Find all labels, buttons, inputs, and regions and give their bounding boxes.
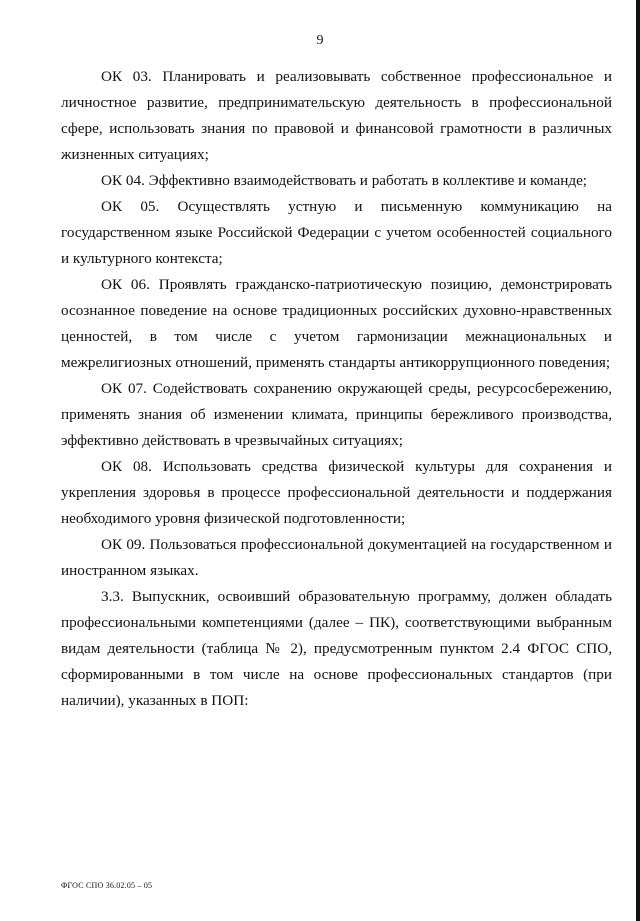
paragraph-ok03: ОК 03. Планировать и реализовывать собственное профессиональное и личностное развитие, предпринимательскую деятельность в профессиональной сфере, использовать знания по правовой и финансовой грамотности в различных жизненных ситуациях; <box>61 68 612 163</box>
paragraph-ok08: ОК 08. Использовать средства физической культуры для сохранения и укрепления здоровья в процессе профессиональной деятельности и поддержания необходимого уровня физической подготовленности; <box>61 458 612 527</box>
paragraph-ok09: ОК 09. Пользоваться профессиональной документацией на государственном и иностранном языках. <box>61 536 612 579</box>
paragraph-ok05: ОК 05. Осуществлять устную и письменную коммуникацию на государственном языке Российской Федерации с учетом особенностей социального и культурного контекста; <box>61 198 612 267</box>
page-number: 9 <box>316 33 324 48</box>
paragraph-ok04: ОК 04. Эффективно взаимодействовать и работать в коллективе и команде; <box>101 172 588 189</box>
page-body <box>61 64 612 714</box>
paragraph-ok07: ОК 07. Содействовать сохранению окружающей среды, ресурсосбережению, применять знания об изменении климата, принципы бережливого производства, эффективно действовать в чрезвычайных ситуациях; <box>61 380 612 449</box>
paragraph-3-3: 3.3. Выпускник, освоивший образовательную программу, должен обладать профессиональными компетенциями (далее – ПК), соответствующими выбранным видам деятельности (таблица № 2), предусмотренным пунктом 2.4 ФГОС СПО, сформированными в том числе на основе профессиональных стандартов (при наличии), указанных в ПОП: <box>61 588 612 709</box>
footer-standard-code: ФГОС СПО 36.02.05 – 05 <box>61 881 153 890</box>
page-edge <box>636 0 640 921</box>
paragraph-ok06: ОК 06. Проявлять гражданско-патриотическую позицию, демонстрировать осознанное поведение на основе традиционных российских духовно-нравственных ценностей, в том числе с учетом гармонизации межнациональных и межрелигиозных отношений, применять стандарты антикоррупционного поведения; <box>61 276 612 371</box>
